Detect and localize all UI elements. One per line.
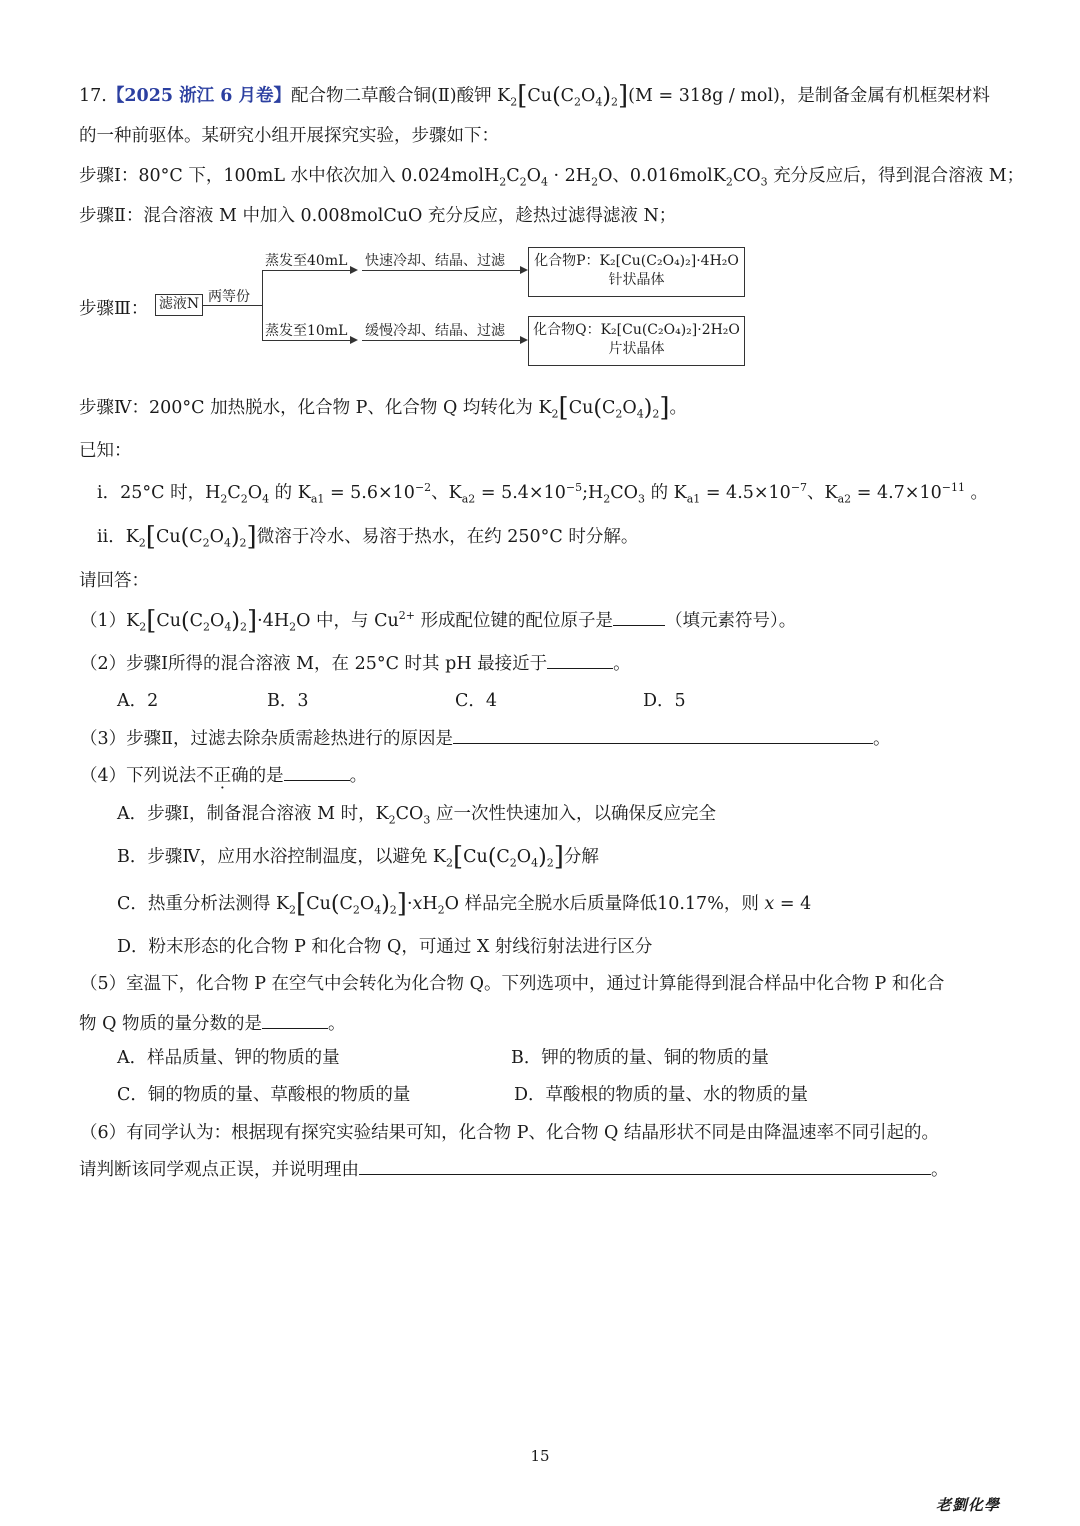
formula-k2cuc2o4: $K_2[Cu(C_2O_4)_2]$ — [497, 81, 629, 111]
step-3-label: 步骤Ⅲ： — [79, 299, 149, 319]
question-stem-line-2: 的一种前驱体。某研究小组开展探究实验，步骤如下： — [79, 126, 499, 146]
answer-blank[interactable] — [262, 1012, 328, 1029]
question-3 — [80, 727, 891, 751]
evap-40-label: 蒸发至40mL — [265, 253, 348, 269]
answer-blank[interactable] — [453, 727, 873, 744]
known-i-de: 的 — [274, 483, 293, 503]
intro-text: 配合物二草酸合铜 — [291, 86, 432, 106]
q4-text-2: 的是 — [248, 766, 284, 786]
question-5-line-2 — [79, 1012, 345, 1036]
compound-q-shape: 片状晶体 — [608, 341, 665, 357]
step-1-text-end: 充分反应后，得到混合溶液 M； — [773, 166, 1025, 186]
step-4-end: 。 — [669, 398, 687, 418]
answer-blank[interactable] — [284, 764, 350, 781]
known-label: 已知： — [79, 441, 132, 461]
arrow-icon — [520, 266, 528, 274]
intro-text-2: 酸钾 — [456, 86, 492, 106]
q4-c-text-2: 样品完全脱水后质量降低10.17%，则 — [464, 894, 759, 914]
compound-p-formula: 化合物P：K₂[Cu(C₂O₄)₂]·4H₂O — [534, 253, 739, 269]
known-ii: ii．$K_2[Cu(C_2O_4)_2]$微溶于冷水、易溶于热水，在约 250°C 时分解。 — [97, 522, 639, 552]
q5-text: 物 Q 物质的量分数的是 — [79, 1014, 262, 1034]
q2-option-d[interactable]: D．5 — [643, 691, 686, 711]
split-line — [202, 305, 262, 306]
slow-cool-label: 缓慢冷却、结晶、过滤 — [365, 323, 505, 339]
brand-watermark: 老劉化學 — [935, 1496, 1000, 1514]
q4-c-text: C．热重分析法测得 — [117, 894, 271, 914]
q4-a-text: A．步骤Ⅰ，制备混合溶液 M 时，K — [117, 804, 389, 824]
q2-option-c[interactable]: C．4 — [455, 691, 498, 711]
step-1-text: 步骤Ⅰ：80°C 下，100mL 水中依次加入 0.024molH — [79, 166, 500, 186]
question-6-line-2 — [79, 1158, 949, 1182]
q1-text-2: 形成配位键的配位原子是 — [420, 611, 614, 631]
q2-option-b[interactable]: B．3 — [267, 691, 309, 711]
question-stem-line-1 — [79, 81, 990, 111]
intro-text-3: ，是制备金属有机框架材料 — [779, 86, 990, 106]
known-i-text: i．25°C 时，H — [97, 483, 221, 503]
question-6-line-1: （6）有同学认为：根据现有探究实验结果可知，化合物 P、化合物 Q 结晶形状不同是由降温速率不同引起的。 — [80, 1123, 939, 1143]
q5-option-d[interactable]: D．草酸根的物质的量、水的物质的量 — [514, 1085, 809, 1105]
q3-text: （3）步骤Ⅱ，过滤去除杂质需趁热进行的原因是 — [80, 729, 454, 749]
answer-blank[interactable] — [359, 1158, 931, 1175]
arrow-icon — [520, 336, 528, 344]
q4-end: 。 — [349, 766, 368, 786]
question-number: 17. — [79, 86, 107, 106]
q1-text: 中，与 — [316, 611, 369, 631]
q4-a-text-2: 应一次性快速加入，以确保反应完全 — [436, 804, 716, 824]
q5-option-c[interactable]: C．铜的物质的量、草酸根的物质的量 — [117, 1085, 411, 1105]
molar-mass: (M = 318g / mol) — [628, 86, 780, 106]
arrow-icon — [350, 336, 358, 344]
question-2 — [80, 652, 631, 676]
bottom-branch-line-2 — [362, 340, 520, 341]
bottom-branch-line-1 — [262, 340, 350, 341]
top-branch-line-2 — [362, 270, 520, 271]
fast-cool-label: 快速冷却、结晶、过滤 — [365, 253, 505, 269]
q5-option-a[interactable]: A．样品质量、钾的物质的量 — [117, 1048, 340, 1068]
q1-number: （1） — [80, 611, 127, 631]
page-number: 15 — [530, 1447, 550, 1465]
step-4: 步骤Ⅳ：200°C 加热脱水，化合物 P、化合物 Q 均转化为 $K_2[Cu(C_2O_4)_2]$。 — [79, 393, 687, 423]
known-i: i．25°C 时，$H_2C_2O_4$ 的 $K_{a1} = 5.6\times 10^{-2}$、$K_{a2}$ = $5.4\times 10^{-5};H_2CO_3$ 的 $K_{a1} = 4.5\times 10^{-7}$、$K_{a2} = 4.7\times 10^{-11}$ 。 — [97, 481, 989, 506]
q6-end: 。 — [931, 1160, 949, 1180]
q1-text-3: （填元素符号）。 — [665, 611, 797, 631]
q4-option-d[interactable]: D．粉末形态的化合物 P 和化合物 Q，可通过 X 射线衍射法进行区分 — [117, 937, 653, 957]
known-ii-label: ii． — [97, 527, 126, 547]
q5-end: 。 — [327, 1014, 346, 1034]
step-4-text: 步骤Ⅳ：200°C 加热脱水，化合物 P、化合物 Q 均转化为 — [79, 398, 533, 418]
question-5-line-1: （5）室温下，化合物 P 在空气中会转化为化合物 Q。下列选项中，通过计算能得到混合样品中化合物 P 和化合 — [80, 974, 945, 994]
answer-blank[interactable] — [613, 609, 665, 626]
emphasis-text: 不正确 — [196, 766, 249, 786]
answer-blank[interactable] — [547, 652, 613, 669]
q6-text: 请判断该同学观点正误，并说明理由 — [79, 1160, 359, 1180]
q2-option-a[interactable]: A．2 — [117, 691, 159, 711]
q4-option-c[interactable]: C．热重分析法测得 $K_2[Cu(C_2O_4)_2]\cdot xH_2O$ 样品完全脱水后质量降低10.17%，则 x = 4 — [117, 889, 812, 919]
filtrate-n-box: 滤液N — [155, 294, 203, 316]
compound-q-formula: 化合物Q：K₂[Cu(C₂O₄)₂]·2H₂O — [533, 322, 740, 338]
q4-option-b[interactable]: B．步骤Ⅳ，应用水浴控制温度，以避免 $K_2[Cu(C_2O_4)_2]$分解 — [117, 842, 599, 872]
q4-text: （4）下列说法 — [80, 766, 197, 786]
q2-text: （2）步骤Ⅰ所得的混合溶液 M，在 25°C 时其 pH 最接近于 — [80, 654, 548, 674]
source-tag: 【2025 浙江 6 月卷】 — [106, 86, 292, 106]
evap-10-label: 蒸发至10mL — [265, 323, 348, 339]
emphasis-not-correct — [196, 766, 249, 786]
step-1: 步骤Ⅰ：80°C 下，100mL 水中依次加入 $0.024molH_2C_2O_4 \cdot 2H_2O$、$0.016molK_2CO_3$ 充分反应后，得到混合溶液 M； — [79, 166, 1025, 189]
question-1: $(1)K_2[Cu(C_2O_4)_2]\cdot 4H_2O$ 中，与 $Cu^{2+}$ 形成配位键的配位原子是 （填元素符号）。 — [80, 606, 797, 636]
known-ii-text: 微溶于冷水、易溶于热水，在约 250°C 时分解。 — [256, 527, 639, 547]
top-branch-line-1 — [262, 270, 350, 271]
arrow-icon — [350, 266, 358, 274]
q4-option-a[interactable]: A．步骤Ⅰ，制备混合溶液 M 时，$K_2CO_3$ 应一次性快速加入，以确保反应完全 — [117, 804, 716, 827]
compound-q-box — [528, 316, 745, 366]
q3-end: 。 — [873, 729, 891, 749]
compound-p-shape: 针状晶体 — [608, 272, 665, 288]
compound-p-box — [528, 247, 745, 297]
q4-b-text-2: 分解 — [563, 847, 599, 867]
q5-option-b[interactable]: B．钾的物质的量、铜的物质的量 — [511, 1048, 769, 1068]
split-label: 两等份 — [208, 289, 250, 305]
question-4 — [80, 764, 367, 788]
q4-b-text: B．步骤Ⅳ，应用水浴控制温度，以避免 — [117, 847, 428, 867]
oxidation-state: (Ⅱ) — [431, 86, 457, 106]
answer-prompt: 请回答： — [79, 571, 149, 591]
q2-end: 。 — [613, 654, 631, 674]
branch-line — [262, 270, 263, 340]
step-2: 步骤Ⅱ：混合溶液 M 中加入 0.008molCuO 充分反应，趁热过滤得滤液 N； — [79, 206, 677, 226]
